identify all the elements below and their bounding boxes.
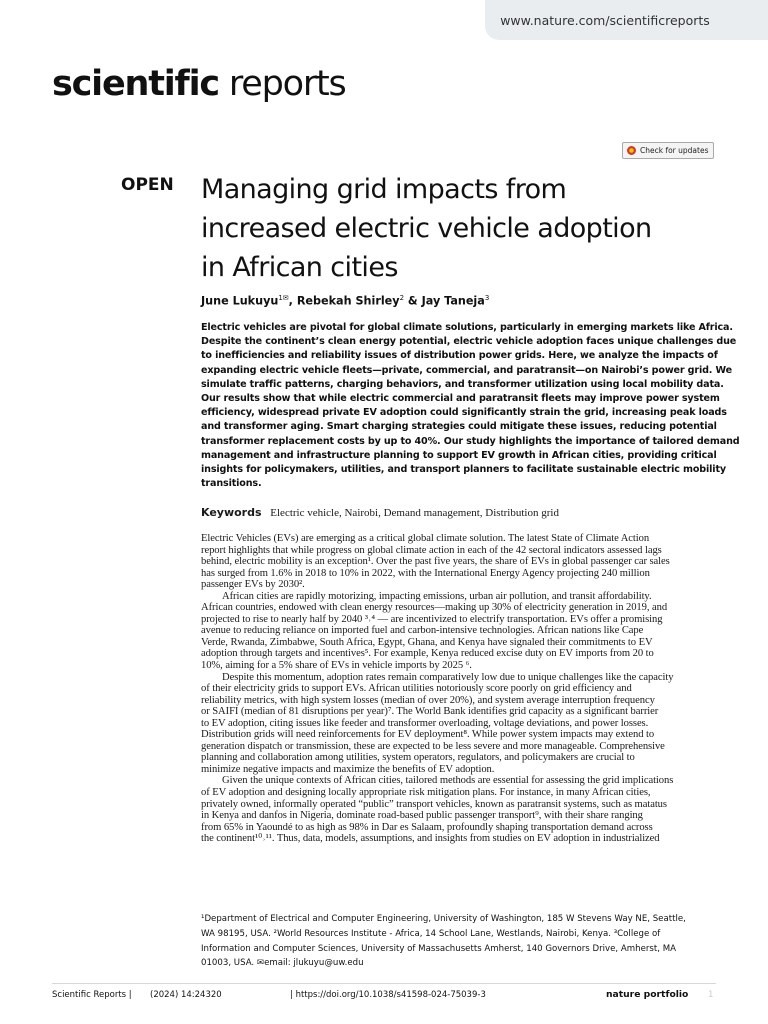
affiliation-line: WA 98195, USA. ²World Resources Institute - Africa, 14 School Lane, Westlands, Nairobi, Kenya. ³College of <box>201 928 661 939</box>
author-name[interactable]: & Jay Taneja <box>404 294 485 308</box>
url-tab-extension <box>725 0 768 40</box>
keywords-label: Keywords <box>201 506 262 519</box>
abstract-line: to inefficiencies and reliability issues of distribution power grids. Here, we analyze the impacts of <box>201 350 718 362</box>
body-line: adoption through targets and incentives⁵. For example, Kenya reduced excise duty on EV imports from 20 to <box>201 648 654 660</box>
body-line: in Kenya and danfos in Nigeria, dominate road-based public passenger transport⁹, with their share ranging <box>201 810 643 822</box>
affiliation-line: 01003, USA. ✉email: jlukuyu@uw.edu <box>201 958 364 969</box>
body-line: reliability metrics, with high system losses (median of over 20%), and system average interruption frequency <box>201 694 655 706</box>
keywords-section <box>201 506 559 519</box>
article-title <box>201 170 721 287</box>
abstract <box>201 321 740 491</box>
author-name[interactable]: June Lukuyu <box>201 294 279 308</box>
body-line: Given the unique contexts of African cities, tailored methods are essential for assessing the grid implications <box>201 775 674 787</box>
body-line: privately owned, informally operated “public” transport vehicles, known as paratransit systems, such as matatus <box>201 798 667 810</box>
body-line: or SAIFI (median of 81 disruptions per year)⁷. The World Bank identifies grid capacity as a significant barrier <box>201 706 659 718</box>
abstract-line: and transformer aging. Smart charging strategies could mitigate these issues, reducing potential <box>201 421 717 433</box>
body-line: Despite this momentum, adoption rates remain comparatively low due to unique challenges like the capacity <box>201 671 674 683</box>
site-url[interactable]: www.nature.com/scientificreports <box>500 12 710 28</box>
body-line: generation dispatch or transmission, these are expected to be less severe and more manageable. Comprehensive <box>201 740 665 752</box>
abstract-line: simulate traffic patterns, charging behaviors, and transformer utilization using local mobility data. <box>201 378 724 390</box>
body-line: 10%, aiming for a 5% share of EVs in vehicle imports by 2025 ⁶. <box>201 660 472 672</box>
body-line: behind, electric mobility is an exception¹. Over the past five years, the share of EVs in global passenger car sales <box>201 556 670 568</box>
abstract-line: management and infrastructure planning to support EV growth in African cities, providing critical <box>201 449 717 461</box>
body-line: planning and collaboration among utilities, system operators, regulators, and policymakers are crucial to <box>201 752 635 764</box>
body-line: Verde, Rwanda, Zimbabwe, South Africa, Egypt, Ghana, and Kenya have signaled their commitments to EV <box>201 636 653 648</box>
abstract-line: efficiency, widespread private EV adoption could significantly strain the grid, increasing peak loads <box>201 407 727 419</box>
abstract-line: transitions. <box>201 478 262 490</box>
footer-journal: Scientific Reports | <box>52 990 132 1000</box>
open-access-label: OPEN <box>121 175 174 195</box>
body-line: Electric Vehicles (EVs) are emerging as a critical global climate solution. The latest State of Climate Action <box>201 533 650 544</box>
body-line: the continent¹⁰˒¹¹. Thus, data, models, assumptions, and insights from studies on EV adoption in industrialized <box>201 833 660 845</box>
title-line: in African cities <box>201 252 398 283</box>
body-line: report highlights that while progress on global climate action in each of the 42 sectoral indicators assessed lags <box>201 544 662 556</box>
abstract-line: Our results show that while electric commercial and paratransit fleets may improve power system <box>201 393 720 405</box>
title-line: increased electric vehicle adoption <box>201 213 652 244</box>
abstract-line: insights for policymakers, utilities, and transport planners to facilitate sustainable electric mobility <box>201 464 726 476</box>
footer-page-number: 1 <box>708 990 714 1000</box>
abstract-line: transformer replacement costs by up to 40%. Our study highlights the importance of tailored demand <box>201 435 740 447</box>
page-footer <box>0 990 768 1004</box>
body-line: African cities are rapidly motorizing, impacting emissions, urban air pollution, and transit affordability. <box>201 590 652 602</box>
body-line: to EV adoption, citing issues like feeder and transformer overloading, voltage deviations, and power losses. <box>201 717 649 729</box>
author-name[interactable]: , Rebekah Shirley <box>288 294 400 308</box>
crossmark-icon <box>627 146 636 155</box>
site-url-tab[interactable] <box>485 0 725 40</box>
body-line: avenue to reducing reliance on imported fuel and carbon-intensive technologies. African nations like Cape <box>201 625 644 637</box>
article-body <box>201 533 715 845</box>
body-line: African countries, endowed with clean energy resources—making up 30% of electricity generation in 2019, and <box>201 602 668 614</box>
title-line: Managing grid impacts from <box>201 174 567 205</box>
affiliations <box>201 912 721 971</box>
abstract-line: expanding electric vehicle fleets—private, commercial, and paratransit—on Nairobi’s power grid. We <box>201 364 732 376</box>
logo-regular-text: reports <box>218 64 346 104</box>
body-line: passenger EVs by 2030². <box>201 579 305 591</box>
affiliation-line: Information and Computer Sciences, University of Massachusetts Amherst, 140 Governors Drive, Amherst, MA <box>201 943 676 954</box>
body-line: has surged from 1.6% in 2018 to 10% in 2022, with the International Energy Agency projecting 240 million <box>201 567 650 579</box>
body-line: Distribution grids will need reinforcements for EV deployment⁸. While power system impacts may extend to <box>201 729 655 741</box>
logo-bold-text: scientific <box>52 64 219 104</box>
keywords-list: Electric vehicle, Nairobi, Demand management, Distribution grid <box>270 507 559 519</box>
body-line: of EV adoption and designing locally appropriate risk mitigation plans. For instance, in many African cities, <box>201 787 651 799</box>
body-line: of their electricity grids to support EVs. African utilities notoriously score poorly on grid efficiency and <box>201 683 632 695</box>
body-line: projected to rise to nearly half by 2040 ³˒⁴ — are incentivized to electrify transportation. EVs offer a promising <box>201 613 663 625</box>
journal-logo <box>52 64 346 104</box>
footer-volume: (2024) 14:24320 <box>150 990 222 1000</box>
footer-doi-link[interactable]: | https://doi.org/10.1038/s41598-024-75039-3 <box>290 990 486 1000</box>
abstract-line: Electric vehicles are pivotal for global climate solutions, particularly in emerging markets like Africa. <box>201 322 733 333</box>
author-affiliation-marker[interactable]: 3 <box>484 294 490 302</box>
footer-publisher: nature portfolio <box>606 989 689 1000</box>
check-updates-label: Check for updates <box>640 146 709 155</box>
affiliation-line: ¹Department of Electrical and Computer Engineering, University of Washington, 185 W Stevens Way NE, Seattle, <box>201 914 686 924</box>
body-line: from 65% in Yaoundé to as high as 98% in Dar es Salaam, profoundly shaping transportation demand across <box>201 821 653 833</box>
author-list <box>201 294 489 308</box>
author-affiliation-marker[interactable]: 2 <box>399 294 405 302</box>
abstract-line: Despite the continent’s clean energy potential, electric vehicle adoption faces unique challenges due <box>201 336 737 348</box>
author-affiliation-marker[interactable]: 1✉ <box>278 294 289 302</box>
footer-divider <box>52 983 716 984</box>
body-line: minimize negative impacts and maximize the benefits of EV adoption. <box>201 763 495 775</box>
check-for-updates-button[interactable] <box>622 142 714 159</box>
